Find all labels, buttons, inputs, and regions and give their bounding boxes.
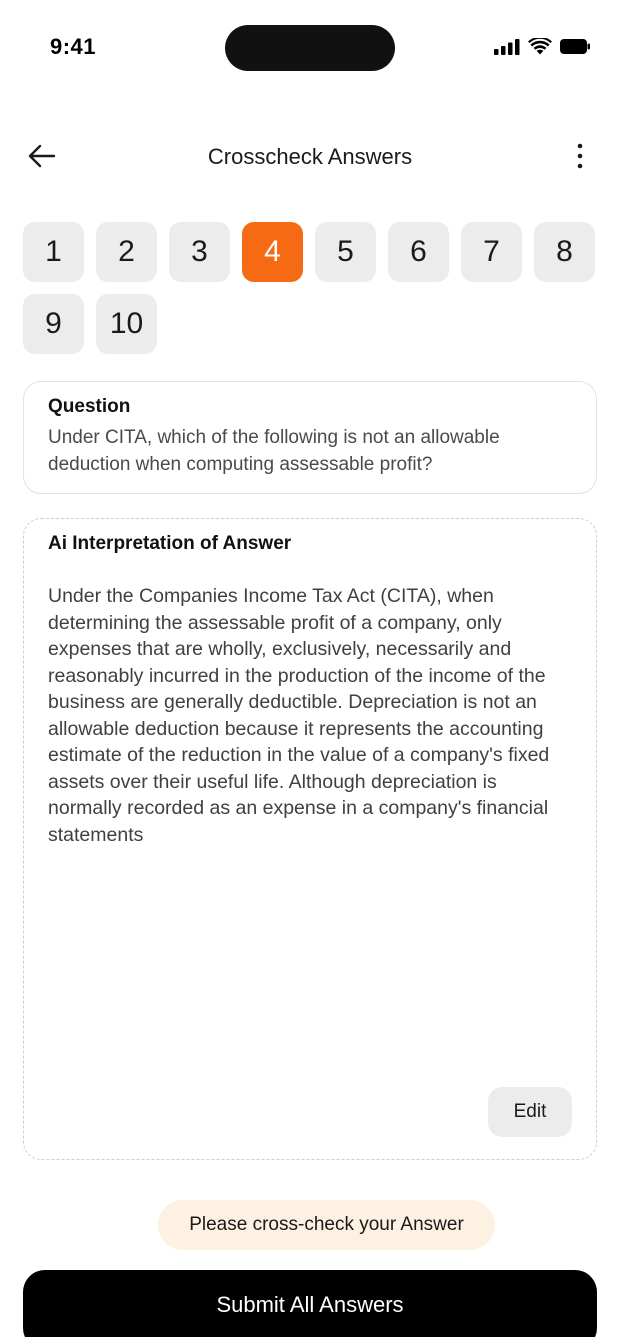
top-app-bar bbox=[0, 130, 620, 186]
question-number-3[interactable]: 3 bbox=[169, 222, 230, 282]
question-number-9[interactable]: 9 bbox=[23, 294, 84, 354]
ai-interpretation-label: Ai Interpretation of Answer bbox=[48, 533, 292, 554]
question-card bbox=[23, 381, 597, 494]
wifi-icon bbox=[528, 38, 552, 55]
question-text: Under CITA, which of the following is not an allowable deduction when computing assessable profit? bbox=[48, 427, 500, 475]
question-number-6[interactable]: 6 bbox=[388, 222, 449, 282]
status-bar bbox=[0, 0, 620, 100]
status-icons bbox=[494, 38, 590, 55]
question-number-10[interactable]: 10 bbox=[96, 294, 157, 354]
page-title: Crosscheck Answers bbox=[207, 144, 413, 169]
ai-interpretation-card bbox=[23, 518, 597, 1160]
question-label: Question bbox=[48, 396, 131, 417]
more-options-button[interactable] bbox=[566, 142, 594, 174]
submit-all-answers-button[interactable]: Submit All Answers bbox=[23, 1270, 597, 1337]
battery-icon bbox=[560, 39, 590, 54]
dynamic-island bbox=[225, 25, 395, 71]
cellular-signal-icon bbox=[494, 39, 520, 55]
question-number-7[interactable]: 7 bbox=[461, 222, 522, 282]
question-number-5[interactable]: 5 bbox=[315, 222, 376, 282]
question-number-4[interactable]: 4 bbox=[242, 222, 303, 282]
crosscheck-notice: Please cross-check your Answer bbox=[158, 1200, 495, 1250]
edit-button[interactable]: Edit bbox=[488, 1087, 572, 1137]
more-vertical-icon bbox=[577, 143, 583, 174]
question-number-1[interactable]: 1 bbox=[23, 222, 84, 282]
status-time: 9:41 bbox=[50, 34, 97, 59]
question-number-2[interactable]: 2 bbox=[96, 222, 157, 282]
ai-interpretation-text: Under the Companies Income Tax Act (CITA), when determining the assessable profit of a company, only expenses that are wholly, exclusively, necessarily and reasonably incurred in the production of the income of the business are generally deductible. Depreciation is not an allowable deduction because it represents the accounting estimate of the reduction in the value of a company's fixed assets over their useful life. Although depreciation is normally recorded as an expense in a company's financial statements bbox=[48, 585, 550, 846]
question-number-8[interactable]: 8 bbox=[534, 222, 595, 282]
question-number-grid bbox=[23, 222, 599, 354]
